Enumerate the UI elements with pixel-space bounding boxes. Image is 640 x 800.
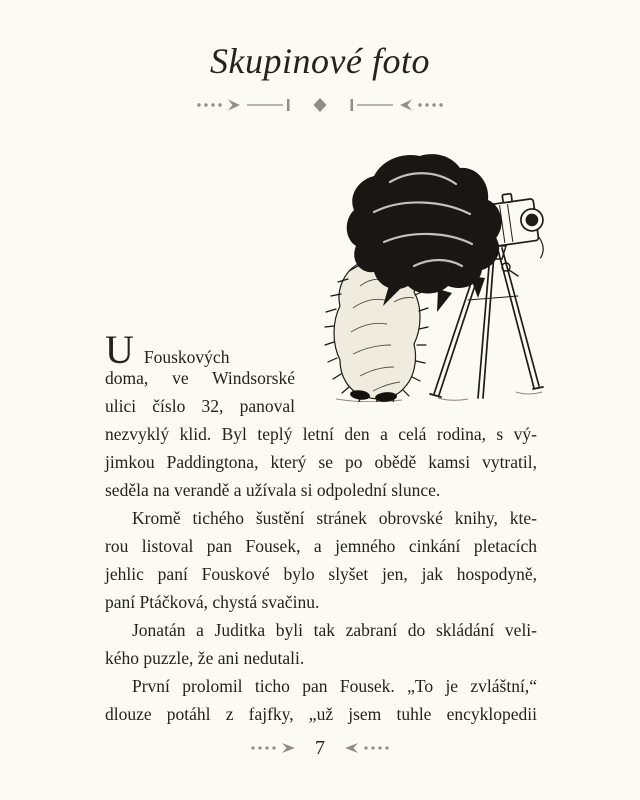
text-line: paní Ptáčková, chystá svačinu. (105, 592, 320, 612)
body-lines (105, 420, 537, 728)
text-line: nezvyklý klid. Byl teplý letní den a celá rodina, s vý- (105, 424, 537, 444)
text-line: seděla na verandě a užívala si odpolední slunce. (105, 480, 441, 500)
footer-ornament-right (343, 742, 391, 754)
text-line: jimkou Paddingtona, který se po obědě kamsi vytratil, (105, 452, 537, 472)
text-line: rou listoval pan Fousek, a jemného cinkání pletacích (105, 536, 537, 556)
footer-ornament-left (249, 742, 297, 754)
text-line: Jonatán a Juditka byli tak zabraní do skládání veli- (132, 620, 537, 640)
chapter-title: Skupinové foto (210, 41, 430, 81)
divider-ornament-icon (195, 97, 445, 113)
page-footer (0, 736, 640, 760)
footer-left-ornament-icon (249, 742, 297, 754)
page-number: 7 (315, 737, 325, 759)
narrow-lines (105, 364, 537, 420)
body-text (105, 327, 537, 728)
text-line: doma, ve Windsorské (105, 368, 295, 388)
footer-right-ornament-icon (343, 742, 391, 754)
text-line-first (105, 327, 295, 372)
text-line: dlouze potáhl z fajfky, „už jsem tuhle encyklopedii (105, 704, 537, 724)
initial-cap: U (105, 327, 134, 372)
text-line: ulici číslo 32, panoval (105, 396, 295, 416)
first-line-text: Fouskových (143, 347, 230, 367)
text-line: První prolomil ticho pan Fousek. „To je zvláštní,“ (132, 676, 537, 696)
title-divider-ornament (0, 97, 640, 118)
text-line: jehlic paní Fouskové bylo slyšet jen, jak hospodyně, (105, 564, 537, 584)
text-line: kého puzzle, že ani nedutali. (105, 648, 305, 668)
text-line: Kromě tichého šustění stránek obrovské knihy, kte- (132, 508, 537, 528)
